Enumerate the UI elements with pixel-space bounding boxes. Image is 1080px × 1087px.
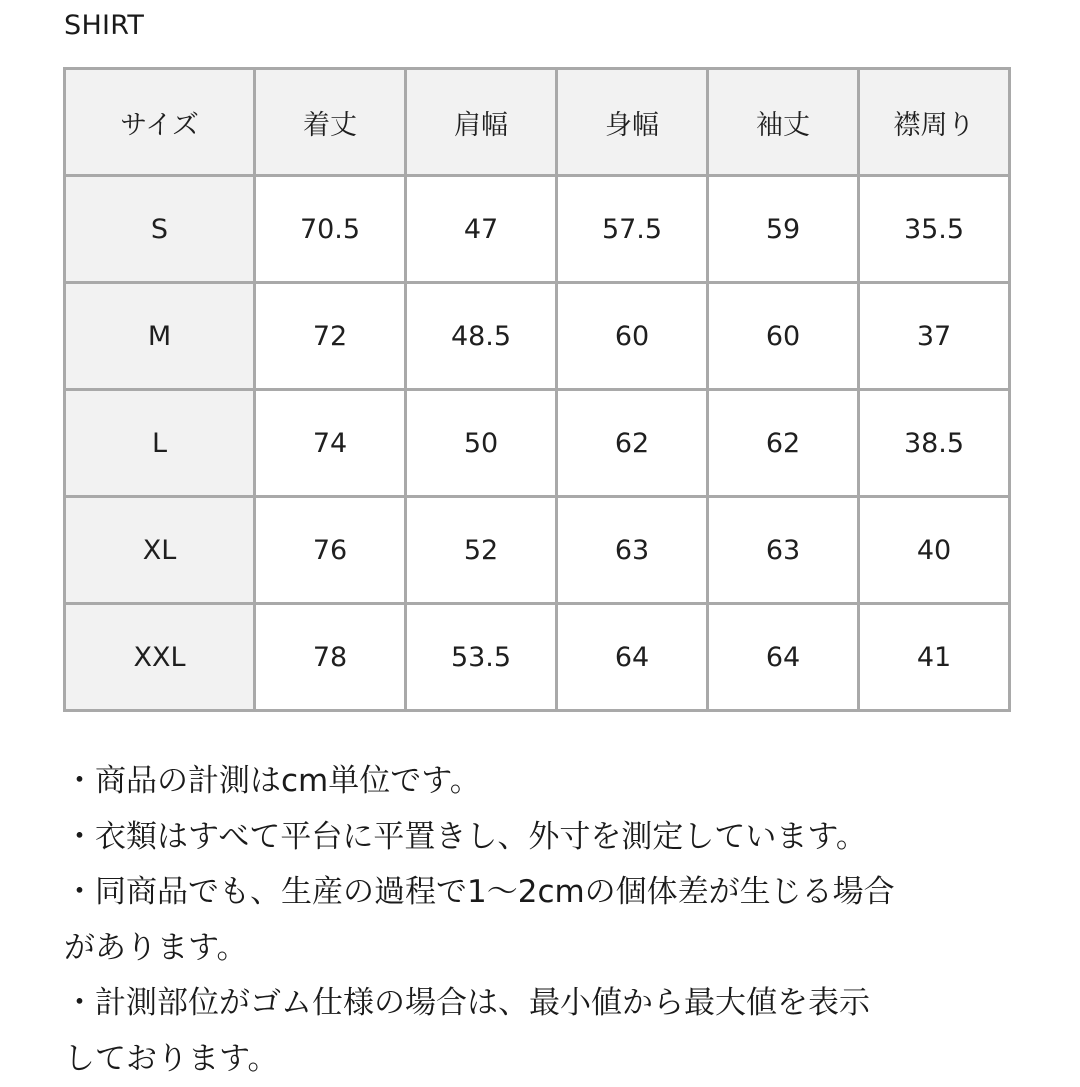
cell-body-width: 63	[557, 497, 708, 604]
table-row	[65, 604, 1010, 711]
note-line: ・計測部位がゴム仕様の場合は、最小値から最大値を表示	[64, 976, 1024, 1032]
cell-neck-circumference: 35.5	[859, 176, 1010, 283]
cell-size: XXL	[65, 604, 255, 711]
table-row	[65, 176, 1010, 283]
cell-sleeve-length: 63	[708, 497, 859, 604]
table-row	[65, 283, 1010, 390]
cell-body-width: 60	[557, 283, 708, 390]
cell-length: 70.5	[255, 176, 406, 283]
table-row	[65, 497, 1010, 604]
table-row	[65, 390, 1010, 497]
cell-neck-circumference: 37	[859, 283, 1010, 390]
cell-body-width: 64	[557, 604, 708, 711]
note-line: ・商品の計測はcm単位です。	[64, 754, 1024, 810]
cell-sleeve-length: 60	[708, 283, 859, 390]
cell-shoulder-width: 52	[406, 497, 557, 604]
cell-size: XL	[65, 497, 255, 604]
note-line: ・衣類はすべて平台に平置きし、外寸を測定しています。	[64, 810, 1024, 866]
note-line: があります。	[64, 921, 1024, 977]
table-header-row	[65, 69, 1010, 176]
cell-shoulder-width: 50	[406, 390, 557, 497]
cell-sleeve-length: 62	[708, 390, 859, 497]
cell-size: S	[65, 176, 255, 283]
size-chart-table	[63, 67, 1011, 712]
cell-neck-circumference: 38.5	[859, 390, 1010, 497]
measurement-notes	[64, 754, 1024, 1087]
cell-neck-circumference: 40	[859, 497, 1010, 604]
header-size: サイズ	[65, 69, 255, 176]
cell-sleeve-length: 59	[708, 176, 859, 283]
cell-length: 76	[255, 497, 406, 604]
header-body-width: 身幅	[557, 69, 708, 176]
note-line: ・同商品でも、生産の過程で1〜2cmの個体差が生じる場合	[64, 865, 1024, 921]
header-length: 着丈	[255, 69, 406, 176]
cell-neck-circumference: 41	[859, 604, 1010, 711]
cell-size: L	[65, 390, 255, 497]
cell-sleeve-length: 64	[708, 604, 859, 711]
note-line: しております。	[64, 1032, 1024, 1087]
cell-body-width: 57.5	[557, 176, 708, 283]
cell-length: 74	[255, 390, 406, 497]
cell-length: 72	[255, 283, 406, 390]
page-title: SHIRT	[64, 8, 144, 44]
cell-length: 78	[255, 604, 406, 711]
cell-shoulder-width: 53.5	[406, 604, 557, 711]
header-sleeve-length: 袖丈	[708, 69, 859, 176]
header-neck-circumference: 襟周り	[859, 69, 1010, 176]
cell-body-width: 62	[557, 390, 708, 497]
header-shoulder-width: 肩幅	[406, 69, 557, 176]
cell-size: M	[65, 283, 255, 390]
cell-shoulder-width: 47	[406, 176, 557, 283]
cell-shoulder-width: 48.5	[406, 283, 557, 390]
